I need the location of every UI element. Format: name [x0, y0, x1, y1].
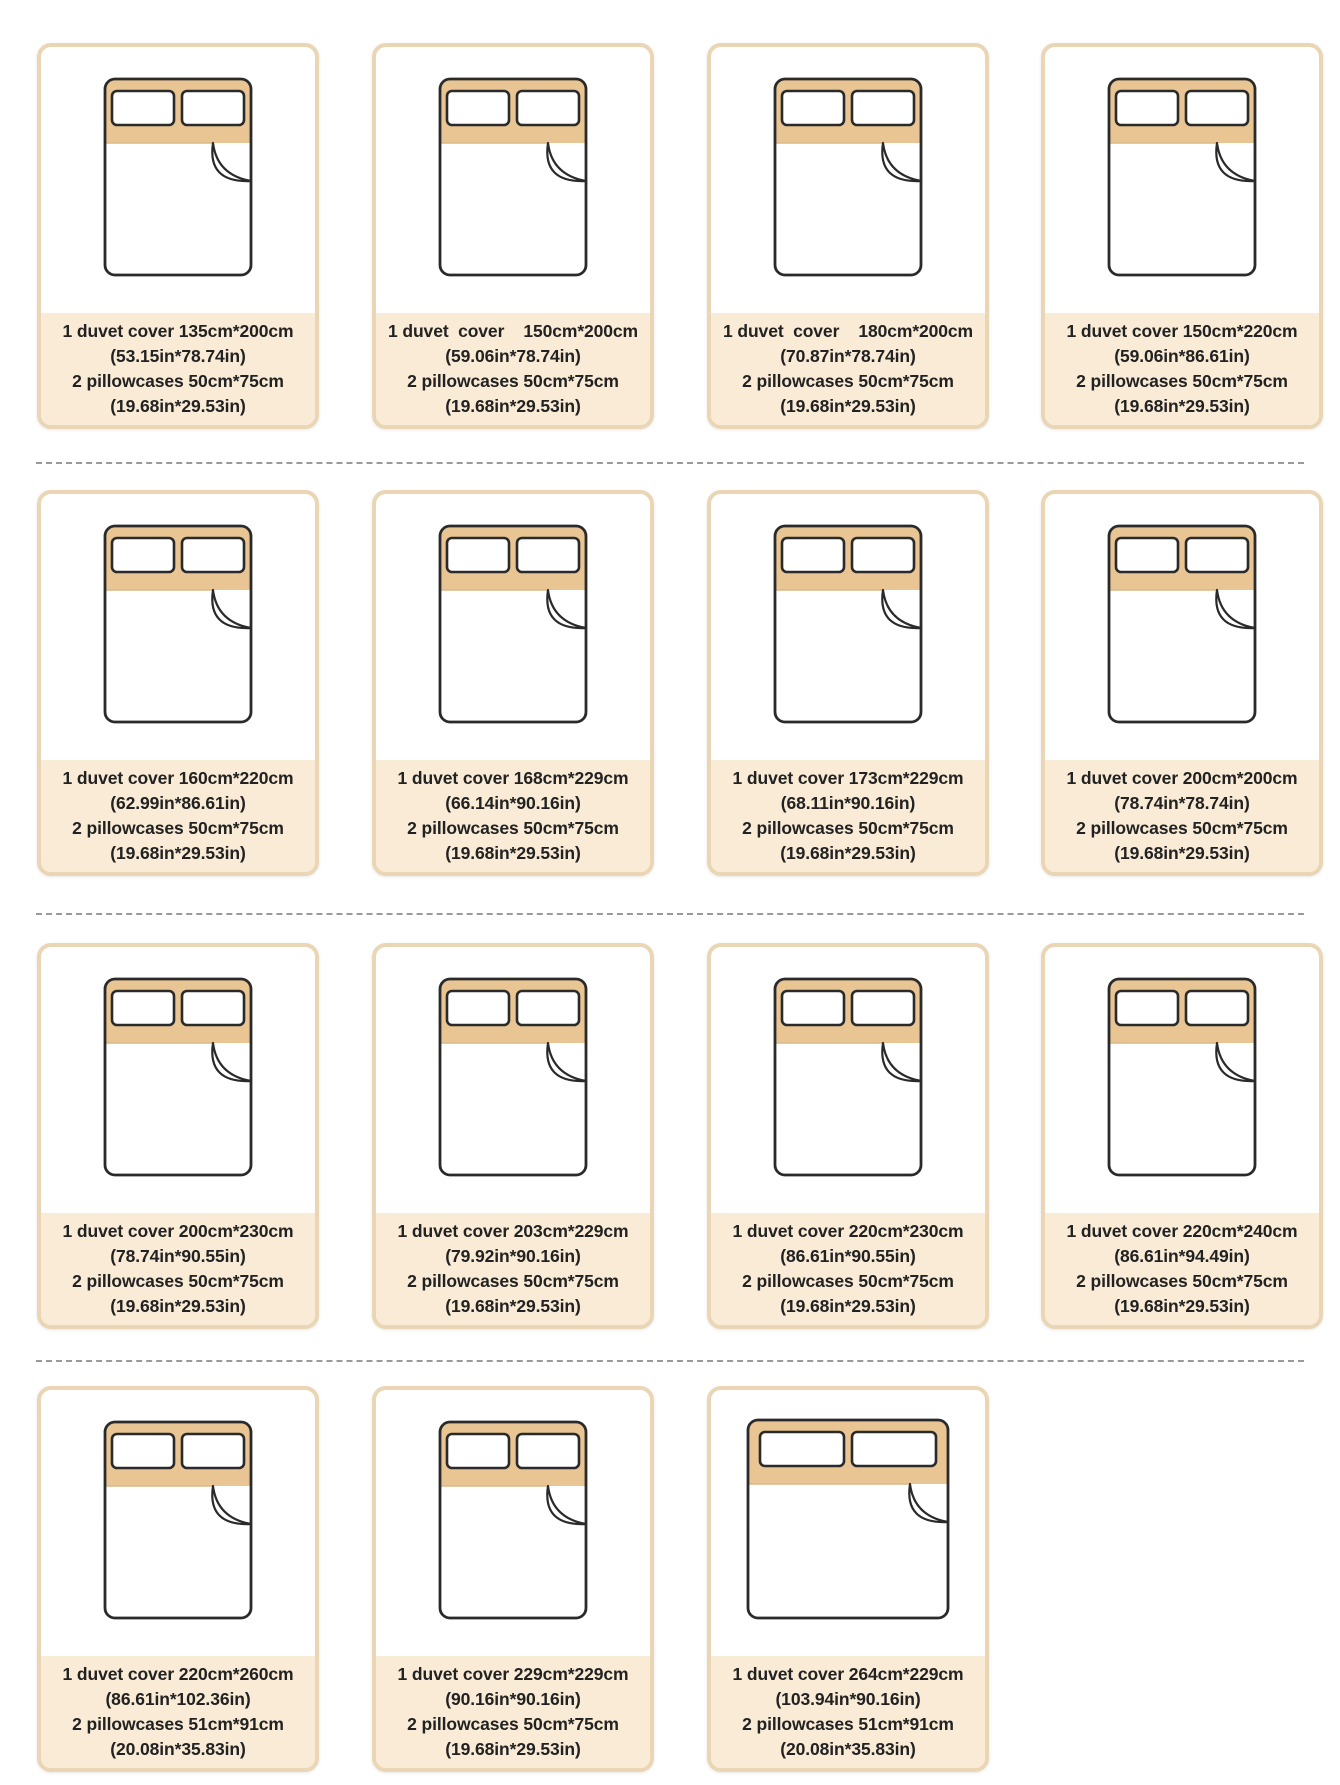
pillowcase-size-in: (19.68in*29.53in): [780, 1296, 916, 1316]
pillow: [112, 538, 174, 572]
pillowcase-size-in: (19.68in*29.53in): [445, 843, 581, 863]
pillowcase-size-cm: 2 pillowcases 50cm*75cm: [407, 1714, 619, 1734]
size-card: [1041, 43, 1323, 429]
duvet: [775, 143, 921, 275]
size-card: [707, 43, 989, 429]
pillowcase-size-in: (20.08in*35.83in): [780, 1739, 916, 1759]
pillow: [182, 1434, 244, 1468]
duvet-size-in: (90.16in*90.16in): [445, 1689, 581, 1709]
size-caption: [1045, 1213, 1319, 1325]
bed-with-two-pillows-icon: [376, 1390, 650, 1660]
duvet: [440, 590, 586, 722]
size-caption: [711, 760, 985, 872]
bed-with-two-pillows-icon: [711, 494, 985, 764]
pillowcase-size-in: (19.68in*29.53in): [445, 396, 581, 416]
size-caption: [1045, 313, 1319, 425]
bed-with-two-pillows-icon: [376, 494, 650, 764]
pillow: [182, 991, 244, 1025]
duvet-size-cm: 1 duvet cover 220cm*260cm: [62, 1664, 294, 1684]
pillow: [852, 538, 914, 572]
duvet: [775, 590, 921, 722]
pillowcase-size-cm: 2 pillowcases 50cm*75cm: [407, 818, 619, 838]
size-caption: [41, 313, 315, 425]
pillow: [782, 991, 844, 1025]
duvet-size-cm: 1 duvet cover 160cm*220cm: [62, 768, 294, 788]
pillowcase-size-in: (19.68in*29.53in): [110, 843, 246, 863]
bed-with-two-pillows-icon: [41, 494, 315, 764]
pillow: [1116, 538, 1178, 572]
duvet: [1109, 143, 1255, 275]
duvet-size-cm: 1 duvet cover 200cm*200cm: [1066, 768, 1298, 788]
pillow: [782, 538, 844, 572]
duvet-size-in: (78.74in*90.55in): [110, 1246, 246, 1266]
duvet: [1109, 590, 1255, 722]
pillow: [1186, 538, 1248, 572]
bed-with-two-pillows-icon: [1045, 47, 1319, 317]
pillow: [447, 538, 509, 572]
size-card: [707, 1386, 989, 1772]
size-card: [1041, 943, 1323, 1329]
pillow: [782, 91, 844, 125]
pillow: [517, 538, 579, 572]
size-card: [707, 943, 989, 1329]
bed-with-two-pillows-icon: [711, 947, 985, 1217]
pillowcase-size-in: (19.68in*29.53in): [1114, 1296, 1250, 1316]
row-divider: [36, 1360, 1304, 1362]
pillowcase-size-in: (19.68in*29.53in): [1114, 396, 1250, 416]
duvet-size-in: (86.61in*94.49in): [1114, 1246, 1250, 1266]
row-divider: [36, 462, 1304, 464]
pillow: [447, 91, 509, 125]
pillowcase-size-in: (19.68in*29.53in): [780, 396, 916, 416]
size-card: [707, 490, 989, 876]
size-caption: [41, 1656, 315, 1768]
pillow: [182, 91, 244, 125]
pillowcase-size-in: (19.68in*29.53in): [445, 1739, 581, 1759]
pillowcase-size-in: (19.68in*29.53in): [445, 1296, 581, 1316]
pillow: [447, 991, 509, 1025]
duvet: [440, 1486, 586, 1618]
pillowcase-size-cm: 2 pillowcases 50cm*75cm: [742, 818, 954, 838]
bed-with-two-pillows-icon: [376, 947, 650, 1217]
duvet-size-in: (59.06in*78.74in): [445, 346, 581, 366]
pillowcase-size-cm: 2 pillowcases 50cm*75cm: [742, 1271, 954, 1291]
size-caption: [376, 1656, 650, 1768]
duvet-size-cm: 1 duvet cover 220cm*240cm: [1066, 1221, 1298, 1241]
pillow: [760, 1432, 844, 1466]
size-caption: [376, 1213, 650, 1325]
size-card: [372, 43, 654, 429]
pillow: [517, 91, 579, 125]
pillow: [112, 91, 174, 125]
pillowcase-size-cm: 2 pillowcases 50cm*75cm: [407, 371, 619, 391]
duvet-size-in: (53.15in*78.74in): [110, 346, 246, 366]
size-card: [372, 1386, 654, 1772]
size-caption: [376, 760, 650, 872]
size-card: [372, 490, 654, 876]
size-caption: [711, 1213, 985, 1325]
duvet: [1109, 1043, 1255, 1175]
pillowcase-size-in: (19.68in*29.53in): [1114, 843, 1250, 863]
duvet-size-cm: 1 duvet cover 203cm*229cm: [397, 1221, 629, 1241]
duvet-size-in: (70.87in*78.74in): [780, 346, 916, 366]
duvet-size-cm: 1 duvet cover 220cm*230cm: [732, 1221, 964, 1241]
bed-with-two-pillows-icon: [376, 47, 650, 317]
duvet-size-cm: 1 duvet cover 168cm*229cm: [397, 768, 629, 788]
pillow: [1116, 991, 1178, 1025]
pillow: [852, 91, 914, 125]
pillowcase-size-cm: 2 pillowcases 51cm*91cm: [72, 1714, 284, 1734]
row-divider: [36, 913, 1304, 915]
pillowcase-size-cm: 2 pillowcases 50cm*75cm: [72, 371, 284, 391]
duvet-size-in: (86.61in*90.55in): [780, 1246, 916, 1266]
duvet-size-in: (68.11in*90.16in): [780, 793, 916, 813]
duvet: [440, 143, 586, 275]
pillow: [517, 1434, 579, 1468]
size-caption: [711, 1656, 985, 1768]
pillowcase-size-cm: 2 pillowcases 51cm*91cm: [742, 1714, 954, 1734]
size-caption: [711, 313, 985, 425]
pillowcase-size-cm: 2 pillowcases 50cm*75cm: [72, 1271, 284, 1291]
pillowcase-size-in: (19.68in*29.53in): [780, 843, 916, 863]
duvet: [105, 590, 251, 722]
pillowcase-size-cm: 2 pillowcases 50cm*75cm: [72, 818, 284, 838]
duvet-size-cm: 1 duvet cover 135cm*200cm: [62, 321, 294, 341]
duvet: [440, 1043, 586, 1175]
bed-with-two-pillows-icon: [41, 1390, 315, 1660]
size-card: [37, 43, 319, 429]
size-caption: [41, 760, 315, 872]
pillowcase-size-in: (20.08in*35.83in): [110, 1739, 246, 1759]
pillow: [1116, 91, 1178, 125]
pillow: [182, 538, 244, 572]
duvet-size-in: (79.92in*90.16in): [445, 1246, 581, 1266]
duvet: [775, 1043, 921, 1175]
pillowcase-size-in: (19.68in*29.53in): [110, 1296, 246, 1316]
bed-with-two-pillows-icon: [711, 1390, 985, 1660]
size-caption: [376, 313, 650, 425]
pillow: [112, 1434, 174, 1468]
duvet-size-in: (59.06in*86.61in): [1114, 346, 1250, 366]
pillow: [112, 991, 174, 1025]
pillow: [852, 991, 914, 1025]
size-card: [37, 1386, 319, 1772]
duvet-size-cm: 1 duvet cover 264cm*229cm: [732, 1664, 964, 1684]
duvet-size-in: (78.74in*78.74in): [1114, 793, 1250, 813]
pillow: [852, 1432, 936, 1466]
pillowcase-size-cm: 2 pillowcases 50cm*75cm: [1076, 818, 1288, 838]
duvet-size-in: (86.61in*102.36in): [105, 1689, 251, 1709]
size-card: [372, 943, 654, 1329]
bed-with-two-pillows-icon: [711, 47, 985, 317]
bed-with-two-pillows-icon: [41, 947, 315, 1217]
duvet-size-cm: 1 duvet cover 150cm*220cm: [1066, 321, 1298, 341]
pillowcase-size-in: (19.68in*29.53in): [110, 396, 246, 416]
duvet-size-cm: 1 duvet cover 150cm*200cm: [387, 321, 639, 341]
duvet: [105, 143, 251, 275]
pillow: [517, 991, 579, 1025]
pillow: [1186, 991, 1248, 1025]
pillow: [1186, 91, 1248, 125]
duvet-size-cm: 1 duvet cover 200cm*230cm: [62, 1221, 294, 1241]
bed-with-two-pillows-icon: [41, 47, 315, 317]
duvet: [105, 1486, 251, 1618]
duvet-size-cm: 1 duvet cover 173cm*229cm: [732, 768, 964, 788]
pillowcase-size-cm: 2 pillowcases 50cm*75cm: [742, 371, 954, 391]
size-card: [37, 490, 319, 876]
size-card: [37, 943, 319, 1329]
duvet-size-cm: 1 duvet cover 180cm*200cm: [722, 321, 974, 341]
bed-with-two-pillows-icon: [1045, 947, 1319, 1217]
pillowcase-size-cm: 2 pillowcases 50cm*75cm: [1076, 1271, 1288, 1291]
bed-with-two-pillows-icon: [1045, 494, 1319, 764]
size-card: [1041, 490, 1323, 876]
pillowcase-size-cm: 2 pillowcases 50cm*75cm: [407, 1271, 619, 1291]
pillowcase-size-cm: 2 pillowcases 50cm*75cm: [1076, 371, 1288, 391]
size-caption: [41, 1213, 315, 1325]
size-caption: [1045, 760, 1319, 872]
duvet-size-cm: 1 duvet cover 229cm*229cm: [397, 1664, 629, 1684]
duvet-size-in: (62.99in*86.61in): [110, 793, 246, 813]
duvet-size-in: (66.14in*90.16in): [445, 793, 581, 813]
duvet: [105, 1043, 251, 1175]
duvet-size-in: (103.94in*90.16in): [775, 1689, 921, 1709]
pillow: [447, 1434, 509, 1468]
